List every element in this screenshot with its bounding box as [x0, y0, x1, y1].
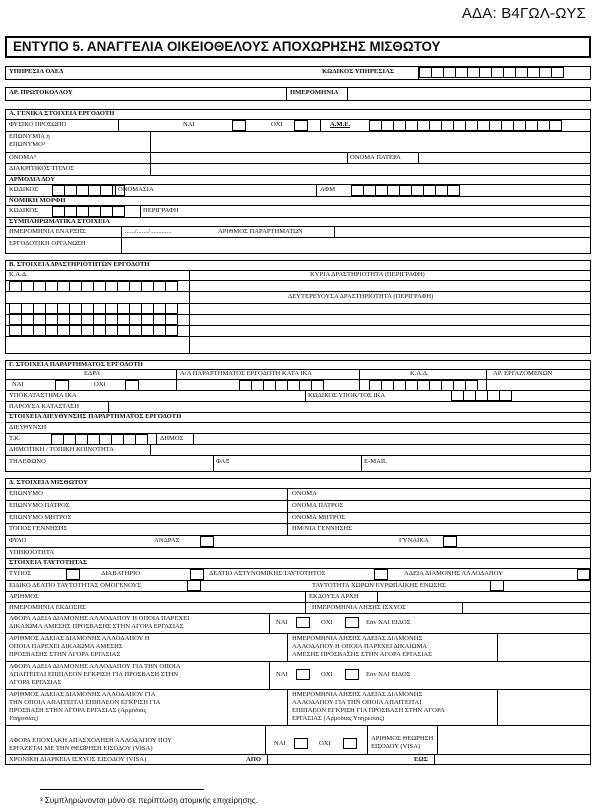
- mother-surname-label: ΕΠΩΝΥΜΟ ΜΗΤΡΟΣ: [9, 515, 72, 521]
- section-g-heading: Γ. ΣΤΟΙΧΕΙΑ ΠΑΡΑΡΤΗΜΑΤΟΣ ΕΡΓΟΔΟΤΗ: [9, 362, 143, 368]
- section-b-heading: Β. ΣΤΟΙΧΕΙΑ ΔΡΑΣΤΗΡΙΟΤΗΤΩΝ ΕΡΓΟΔΟΤΗ: [9, 262, 150, 268]
- email-label: E-MAIL: [364, 459, 388, 465]
- section-a-heading: Α. ΓΕΝΙΚΑ ΣΤΟΙΧΕΙΑ ΕΡΓΟΔΟΤΗ: [9, 111, 115, 117]
- employer-org-label: ΕΡΓΟΔΟΤΙΚΗ ΟΡΓΑΝΩΣΗ: [9, 241, 86, 247]
- service-label: ΥΠΗΡΕΣΙΑ ΟΑΕΔ: [9, 69, 64, 75]
- birthplace-label: ΤΟΠΟΣ ΓΕΝΝΗΣΗΣ: [9, 526, 68, 532]
- q5-no-label: ΟΧΙ: [319, 741, 331, 747]
- q4r-line2: ΑΛΛΟΔΑΠΟΥ ΓΙΑ ΤΗΝ ΟΠΟΙΑ ΑΠΑΙΤΕΙΤΑΙ: [292, 700, 422, 706]
- q1-line2: ΔΙΚΑΙΩΜΑ ΑΜΕΣΗΣ ΠΡΟΣΒΑΣΗΣ ΣΤΗΝ ΑΓΟΡΑ ΕΡΓΑΣΙΑΣ: [9, 624, 184, 630]
- q2r-line2: ΑΛΛΟΔΑΠΟΥ Η ΟΠΟΙΑ ΠΑΡΕΧΕΙ ΔΙΚΑΙΩΜΑ: [292, 644, 428, 650]
- homogenous-id-checkbox[interactable]: [187, 580, 201, 591]
- doy-name-label: ΟΝΟΜΑΣΙΑ: [118, 187, 154, 193]
- sex-label: ΦΥΛΟ: [9, 538, 27, 544]
- afm-cells[interactable]: [352, 185, 460, 196]
- q1-yes-checkbox[interactable]: [296, 617, 310, 628]
- male-label: ΑΝΔΡΑΣ: [154, 538, 180, 544]
- foreign-permit-label: ΑΔΕΙΑ ΔΙΑΜΟΝΗΣ ΑΛΛΟΔΑΠΟΥ: [404, 571, 503, 577]
- seat-no-label: ΟΧΙ: [94, 382, 106, 388]
- municipality-label: ΔΗΜΟΣ: [160, 436, 184, 442]
- q5-no-checkbox[interactable]: [343, 738, 357, 749]
- nationality-label: ΥΠΗΚΟΟΤΗΤΑ: [9, 550, 55, 556]
- q5-line2: ΕΡΓΑΖΕΤΑΙ ΜΕ ΤΗΝ ΘΕΩΡΗΣΗ ΕΙΣΟΔΟΥ (VISA): [9, 746, 153, 752]
- eu-id-checkbox[interactable]: [490, 580, 504, 591]
- q3-line1: ΑΦΟΡΑ ΑΔΕΙΑ ΔΙΑΜΟΝΗΣ ΑΛΛΟΔΑΠΟΥ ΓΙΑ ΤΗΝ ΟΠΟΙΑ: [9, 664, 181, 670]
- from-label: ΑΠΟ: [246, 757, 262, 763]
- physical-no-label: ΟΧΙ: [271, 122, 283, 128]
- kad-main-cells[interactable]: [10, 281, 178, 292]
- q4-line4: Υπηρεσίας): [9, 716, 39, 722]
- section-d-heading: Δ. ΣΤΟΙΧΕΙΑ ΜΙΣΘΩΤΟΥ: [9, 480, 88, 486]
- form-title: ΕΝΤΥΠΟ 5. ΑΝΑΓΓΕΛΙΑ ΟΙΚΕΙΟΘΕΛΟΥΣ ΑΠΟΧΩΡΗΣΗΣ ΜΙΣΘΩΤΟΥ: [5, 36, 591, 58]
- owner-father-label: ΟΝΟΜΑ ΠΑΤΕΡΑ: [350, 155, 401, 161]
- q4-line2: ΤΗΝ ΟΠΟΙΑ ΑΠΑΙΤΕΙΤΑΙ ΕΠΙΠΛΕΟΝ ΕΓΚΡΙΣΗ ΓΙΑ: [9, 700, 161, 706]
- physical-yes-checkbox[interactable]: [232, 120, 246, 131]
- q3-line3: ΑΓΟΡΑ ΕΡΓΑΣΙΑΣ: [9, 680, 62, 686]
- q2-line3: ΠΡΟΣΒΑΣΗΣ ΣΤΗΝ ΑΓΟΡΑ ΕΡΓΑΣΙΑΣ: [9, 652, 121, 658]
- q4r-line3: ΕΠΙΠΛΕΟΝ ΕΓΚΡΙΣΗ ΓΙΑ ΠΡΟΣΒΑΣΗ ΣΤΗΝ ΑΓΟΡΑ: [292, 708, 445, 714]
- ika-branch-label: ΥΠΟΚΑΤΑΣΤΗΜΑ ΙΚΑ: [9, 393, 77, 399]
- seat-yes-label: ΝΑΙ: [12, 382, 24, 388]
- start-date-blank[interactable]: ....../......./.............: [125, 229, 172, 235]
- kad-secondary-cells-1[interactable]: [10, 303, 178, 314]
- physical-yes-label: ΝΑΙ: [183, 122, 195, 128]
- passport-label: ΔΙΑΒΑΤΗΡΙΟ: [101, 571, 141, 577]
- police-id-label: ΔΕΛΤΙΟ ΑΣΤΥΝΟΜΙΚΗΣ ΤΑΥΤΟΤΗΤΟΣ: [209, 571, 326, 577]
- q5-line1: ΑΦΟΡΑ ΕΠΟΧΙΑΚΗ ΑΠΑΣΧΟΛΗΣΗ ΑΛΛΟΔΑΠΟΥ ΠΟΥ: [9, 738, 172, 744]
- q2-line2: ΟΠΟΙΑ ΠΑΡΕΧΕΙ ΔΙΚΑΙΩΜΑ ΑΜΕΣΗΣ: [9, 644, 123, 650]
- service-code-cells[interactable]: [420, 67, 564, 78]
- q4-line1: ΑΡΙΘΜΟΣ ΑΔΕΙΑΣ ΔΙΑΜΟΝΗΣ ΑΛΛΟΔΑΠΟΥ ΓΙΑ: [9, 692, 156, 698]
- footnote-divider: [40, 789, 204, 790]
- legal-code-label: ΚΩΔΙΚΟΣ: [9, 208, 39, 214]
- community-label: ΔΗΜΟΤΙΚΗ / ΤΟΠΙΚΗ ΚΟΙΝΟΤΗΤΑ: [9, 447, 115, 453]
- legal-form-heading: ΝΟΜΙΚΗ ΜΟΡΦΗ: [9, 198, 66, 204]
- ika-branch-no-label: Α/Α ΠΑΡΑΡΤΗΜΑΤΟΣ ΕΡΓΟΔΟΤΗ ΚΑΤΑ ΙΚΑ: [180, 371, 312, 377]
- q1-line1: ΑΦΟΡΑ ΑΔΕΙΑ ΔΙΑΜΟΝΗΣ ΑΛΛΟΔΑΠΟΥ Η ΟΠΟΙΑ ΠΑΡΕΧΕΙ: [9, 616, 190, 622]
- main-activity-label: ΚΥΡΙΑ ΔΡΑΣΤΗΡΙΟΤΗΤΑ (ΠΕΡΙΓΡΑΦΗ): [310, 272, 425, 278]
- female-label: ΓΥΝΑΙΚΑ: [399, 538, 429, 544]
- employees-label: ΑΡ. ΕΡΓΑΖΟΜΕΝΩΝ: [493, 371, 553, 377]
- extra-heading: ΣΥΜΠΛΗΡΩΜΑΤΙΚΑ ΣΤΟΙΧΕΙΑ: [9, 219, 110, 225]
- q3-yes-checkbox[interactable]: [296, 669, 310, 680]
- status-label: ΠΑΡΟΥΣΑ ΚΑΤΑΣΤΑΣΗ: [9, 404, 80, 410]
- q2r-line3: ΑΜΕΣΗΣ ΠΡΟΣΒΑΣΗΣ ΣΤΗΝ ΑΓΟΡΑ ΕΡΓΑΣΙΑΣ: [292, 652, 433, 658]
- father-name-label: ΟΝΟΜΑ ΠΑΤΡΟΣ: [292, 503, 344, 509]
- q5-yes-checkbox[interactable]: [294, 738, 308, 749]
- father-surname-label: ΕΠΩΝΥΜΟ ΠΑΤΡΟΣ: [9, 503, 70, 509]
- employee-surname-label: ΕΠΩΝΥΜΟ: [9, 491, 43, 497]
- q3-yes-label: ΝΑΙ: [276, 672, 288, 678]
- eu-id-label: ΤΑΥΤΟΤΗΤΑ ΧΩΡΩΝ ΕΥΡΩΠΑΪΚΗΣ ΕΝΩΣΗΣ: [312, 583, 446, 589]
- kad-label: Κ.Α.Δ.: [9, 272, 28, 278]
- to-label: ΕΩΣ: [414, 757, 428, 763]
- doy-heading: ΑΡΜΟΔΙΑ ΔΟΥ: [9, 177, 55, 183]
- address-label: ΔΙΕΥΘΥΝΣΗ: [9, 425, 47, 431]
- surname-label-1: ΕΠΩΝΥΜΙΑ ή: [9, 134, 50, 140]
- date-label: ΗΜΕΡΟΜΗΝΙΑ: [290, 90, 339, 96]
- id-number-label: ΑΡΙΘΜΟΣ: [9, 594, 39, 600]
- q3-no-checkbox[interactable]: [345, 669, 359, 680]
- q1-no-label: ΟΧΙ: [321, 620, 333, 626]
- footnote: ³ Συμπληρώνονται μόνο σε περίπτωση ατομικής επιχείρησης.: [40, 796, 258, 805]
- start-date-label: ΗΜΕΡΟΜΗΝΙΑ ΕΝΑΡΞΗΣ: [9, 229, 86, 235]
- fax-label: ΦΑΞ: [216, 459, 230, 465]
- employee-name-label: ΟΝΟΜΑ: [292, 491, 317, 497]
- visa-line1: ΑΡΙΘΜΟΣ ΘΕΩΡΗΣΗ: [371, 736, 434, 742]
- male-checkbox[interactable]: [200, 536, 214, 547]
- ika-code-cells[interactable]: [452, 390, 512, 401]
- owner-name-label: ΟΝΟΜΑ³: [9, 155, 36, 161]
- q1-yes-label: ΝΑΙ: [276, 620, 288, 626]
- tk-label: Τ.Κ.: [9, 436, 21, 442]
- q5-yes-label: ΝΑΙ: [274, 741, 286, 747]
- q4r-line1: ΗΜΕΡΟΜΗΝΙΑ ΛΗΞΗΣ ΑΔΕΙΑΣ ΔΙΑΜΟΝΗΣ: [292, 692, 423, 698]
- legal-code-cells[interactable]: [53, 206, 125, 217]
- female-checkbox[interactable]: [443, 536, 457, 547]
- foreign-permit-checkbox[interactable]: [577, 569, 590, 580]
- mother-name-label: ΟΝΟΜΑ ΜΗΤΡΟΣ: [292, 515, 346, 521]
- type-checkbox[interactable]: [66, 569, 80, 580]
- issuing-authority-label: ΕΚΔΟΥΣΑ ΑΡΧΗ: [309, 594, 359, 600]
- branch-kad-label: Κ.Α.Δ.: [410, 371, 429, 377]
- issue-date-label: ΗΜΕΡΟΜΗΝΙΑ ΕΚΔΟΣΗΣ: [9, 605, 86, 611]
- q3-if-yes-label: Εάν ΝΑΙ ΕΙΔΟΣ: [366, 672, 411, 678]
- q1-if-yes-label: Εάν ΝΑΙ ΕΙΔΟΣ: [366, 620, 411, 626]
- q1-no-checkbox[interactable]: [345, 617, 359, 628]
- trade-title-label: ΔΙΑΚΡΙΤΙΚΟΣ ΤΙΤΛΟΣ: [9, 166, 75, 172]
- seat-label: ΕΔΡΑ: [84, 371, 101, 377]
- q4r-line4: ΕΡΓΑΣΙΑΣ (Αρμόδιας Υπηρεσίας): [292, 716, 385, 722]
- ada-code: ΑΔΑ: Β4ΓΩΛ-ΩΥΣ: [461, 5, 586, 22]
- branches-label: ΑΡΙΘΜΟΣ ΠΑΡΑΡΤΗΜΑΤΩΝ: [218, 229, 303, 235]
- q2-line1: ΑΡΙΘΜΟΣ ΑΔΕΙΑΣ ΔΙΑΜΟΝΗΣ ΑΛΛΟΔΑΠΟΥ Η: [9, 636, 150, 642]
- id-heading: ΣΤΟΙΧΕΙΑ ΤΑΥΤΟΤΗΤΑΣ: [9, 560, 88, 566]
- birthdate-label: ΗΜ/ΝΙΑ ΓΕΝΝΗΣΗΣ: [292, 526, 353, 532]
- legal-description-label: ΠΕΡΙΓΡΑΦΗ: [143, 208, 179, 214]
- expiry-date-label: ΗΜΕΡΟΜΗΝΙΑ ΛΗΞΗΣ ΙΣΧΥΟΣ: [312, 605, 406, 611]
- police-id-checkbox[interactable]: [374, 569, 388, 580]
- kad-secondary-cells-3[interactable]: [10, 325, 178, 336]
- homogenous-id-label: ΕΙΔΙΚΟ ΔΕΛΤΙΟ ΤΑΥΤΟΤΗΤΑΣ ΟΜΟΓΕΝΟΥΣ: [9, 583, 142, 589]
- secondary-activity-label: ΔΕΥΤΕΡΕΥΟΥΣΑ ΔΡΑΣΤΗΡΙΟΤΗΤΑ (ΠΕΡΙΓΡΑΦΗ): [288, 294, 434, 300]
- kad-secondary-cells-2[interactable]: [10, 314, 178, 325]
- ika-code-label: ΚΩΔΙΚΟΣ ΥΠΟΚ/ΤΟΣ ΙΚΑ: [308, 393, 386, 399]
- ame-cells[interactable]: [370, 120, 562, 131]
- id-type-label: ΤΥΠΟΣ: [9, 571, 32, 577]
- phone-label: ΤΗΛΕΦΩΝΟ: [9, 459, 46, 465]
- visa-line2: ΕΙΣΟΔΟΥ (VISA): [371, 744, 421, 750]
- physical-person-label: ΦΥΣΙΚΟ ΠΡΟΣΩΠΟ: [9, 122, 67, 128]
- doy-code-label: ΚΩΔΙΚΟΣ: [9, 187, 39, 193]
- surname-label-2: ΕΠΩΝΥΜΟ³: [9, 142, 45, 148]
- protocol-label: ΑΡ. ΠΡΩΤΟΚΟΛΛΟΥ: [9, 90, 73, 96]
- q4-line3: ΠΡΟΣΒΑΣΗ ΣΤΗΝ ΑΓΟΡΑ ΕΡΓΑΣΙΑΣ (Αρμόδιας: [9, 708, 147, 714]
- duration-label: ΧΡΟΝΙΚΗ ΔΙΑΡΚΕΙΑ ΙΣΧΥΟΣ ΕΙΣΟΔΟΥ (VISA): [9, 757, 147, 763]
- branch-address-heading: ΣΤΟΙΧΕΙΑ ΔΙΕΥΘΥΝΣΗΣ ΠΑΡΑΡΤΗΜΑΤΟΣ ΕΡΓΟΔΟΤΗ: [9, 414, 182, 420]
- ame-label: Α.Μ.Ε.: [330, 122, 351, 128]
- q3-line2: ΑΠΑΙΤΕΙΤΑΙ ΕΠΙΠΛΕΟΝ ΕΓΚΡΙΣΗ ΓΙΑ ΠΡΟΣΒΑΣΗ ΣΤΗΝ: [9, 672, 179, 678]
- service-code-label: ΚΩΔΙΚΟΣ ΥΠΗΡΕΣΙΑΣ: [322, 69, 395, 75]
- afm-label: ΑΦΜ: [320, 187, 336, 193]
- q2r-line1: ΗΜΕΡΟΜΗΝΙΑ ΛΗΞΗΣ ΑΔΕΙΑΣ ΔΙΑΜΟΝΗΣ: [292, 636, 423, 642]
- physical-no-checkbox[interactable]: [294, 120, 308, 131]
- passport-checkbox[interactable]: [190, 569, 204, 580]
- q3-no-label: ΟΧΙ: [321, 672, 333, 678]
